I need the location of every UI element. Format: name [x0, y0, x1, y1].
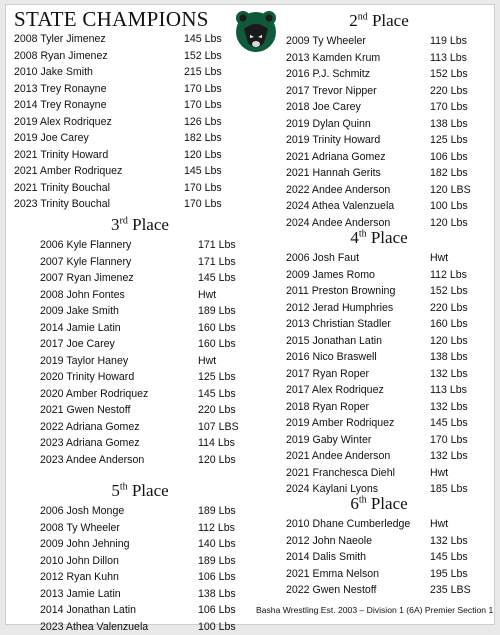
wrestler-name: 2008 Ty Wheeler	[40, 520, 120, 537]
weight-class: 126 Lbs	[184, 114, 226, 131]
weight-class: 215 Lbs	[184, 64, 226, 81]
wrestler-name: 2023 Athea Valenzuela	[40, 619, 148, 635]
wrestler-name: 2017 Joe Carey	[40, 336, 115, 353]
weight-class: 106 Lbs	[198, 569, 240, 586]
weight-class: 106 Lbs	[198, 602, 240, 619]
weight-class: 170 Lbs	[184, 97, 226, 114]
wrestler-name: 2008 Ryan Jimenez	[14, 48, 108, 65]
wrestler-name: 2022 Adriana Gomez	[40, 419, 140, 436]
wrestler-name: 2013 Christian Stadler	[286, 316, 391, 333]
weight-class: 132 Lbs	[430, 448, 472, 465]
footer-note: Basha Wrestling Est. 2003 – Division 1 (6A) Premier Section 1	[256, 605, 493, 615]
wrestler-name: 2009 Ty Wheeler	[286, 33, 366, 50]
wrestler-name: 2014 Dalis Smith	[286, 549, 366, 566]
list-item	[40, 336, 240, 353]
list-item	[40, 353, 240, 370]
list-item	[286, 33, 472, 50]
list-item	[286, 432, 472, 449]
list-item	[286, 582, 472, 599]
weight-class: 119 Lbs	[430, 33, 472, 50]
wrestler-name: 2017 Trevor Nipper	[286, 83, 377, 100]
wrestler-name: 2013 Kamden Krum	[286, 50, 380, 67]
list-item	[14, 64, 226, 81]
wrestler-name: 2007 Kyle Flannery	[40, 254, 131, 271]
state-champions-title: STATE CHAMPIONS	[14, 9, 226, 31]
list-item	[286, 448, 472, 465]
wrestler-name: 2014 Trey Ronayne	[14, 97, 106, 114]
list-item	[14, 97, 226, 114]
sixth-place-title: 6th Place	[286, 494, 472, 516]
wrestler-name: 2016 P.J. Schmitz	[286, 66, 370, 83]
weight-class: Hwt	[430, 250, 472, 267]
list-item	[40, 254, 240, 271]
weight-class: 152 Lbs	[430, 283, 472, 300]
list-item	[40, 520, 240, 537]
list-item	[286, 267, 472, 284]
weight-class: 113 Lbs	[430, 382, 472, 399]
weight-class: 195 Lbs	[430, 566, 472, 583]
wrestler-name: 2021 Andee Anderson	[286, 448, 390, 465]
wrestler-name: 2021 Trinity Howard	[14, 147, 108, 164]
weight-class: 182 Lbs	[184, 130, 226, 147]
list-item	[286, 415, 472, 432]
fifth-place-list	[40, 503, 240, 635]
weight-class: 160 Lbs	[198, 336, 240, 353]
weight-class: 170 Lbs	[184, 180, 226, 197]
list-item	[40, 586, 240, 603]
list-item	[286, 50, 472, 67]
weight-class: 120 LBS	[430, 182, 472, 199]
list-item	[286, 116, 472, 133]
weight-class: 145 Lbs	[198, 270, 240, 287]
wrestler-name: 2021 Trinity Bouchal	[14, 180, 110, 197]
wrestler-name: 2020 Trinity Howard	[40, 369, 134, 386]
fourth-place-title: 4th Place	[286, 228, 472, 250]
wrestler-name: 2021 Amber Rodriquez	[14, 163, 122, 180]
weight-class: 189 Lbs	[198, 303, 240, 320]
wrestler-name: 2016 Nico Braswell	[286, 349, 377, 366]
list-item	[14, 130, 226, 147]
list-item	[286, 366, 472, 383]
weight-class: 106 Lbs	[430, 149, 472, 166]
weight-class: 138 Lbs	[430, 116, 472, 133]
weight-class: 160 Lbs	[198, 320, 240, 337]
list-item	[40, 369, 240, 386]
list-item	[286, 132, 472, 149]
list-item	[40, 386, 240, 403]
weight-class: 189 Lbs	[198, 553, 240, 570]
list-item	[40, 452, 240, 469]
weight-class: 120 Lbs	[198, 452, 240, 469]
fourth-place-list	[286, 250, 472, 498]
weight-class: 220 Lbs	[430, 83, 472, 100]
list-item	[286, 83, 472, 100]
second-place-section	[286, 11, 472, 231]
wrestler-name: 2021 Gwen Nestoff	[40, 402, 131, 419]
weight-class: 140 Lbs	[198, 536, 240, 553]
third-place-list	[40, 237, 240, 468]
weight-class: 152 Lbs	[184, 48, 226, 65]
wrestler-name: 2009 James Romo	[286, 267, 375, 284]
wrestler-name: 2012 John Naeole	[286, 533, 372, 550]
weight-class: 145 Lbs	[184, 31, 226, 48]
list-item	[286, 198, 472, 215]
weight-class: 171 Lbs	[198, 254, 240, 271]
list-item	[40, 503, 240, 520]
wrestler-name: 2014 Jonathan Latin	[40, 602, 136, 619]
list-item	[286, 250, 472, 267]
list-item	[286, 99, 472, 116]
weight-class: 132 Lbs	[430, 399, 472, 416]
weight-class: 182 Lbs	[430, 165, 472, 182]
weight-class: 160 Lbs	[430, 316, 472, 333]
wrestler-name: 2021 Adriana Gomez	[286, 149, 386, 166]
list-item	[14, 114, 226, 131]
wrestler-name: 2009 John Jehning	[40, 536, 130, 553]
third-place-title: 3rd Place	[40, 215, 240, 237]
weight-class: 189 Lbs	[198, 503, 240, 520]
weight-class: 145 Lbs	[198, 386, 240, 403]
wrestler-name: 2024 Athea Valenzuela	[286, 198, 394, 215]
list-item	[40, 435, 240, 452]
weight-class: 145 Lbs	[430, 549, 472, 566]
wrestler-name: 2023 Adriana Gomez	[40, 435, 140, 452]
fifth-place-title: 5th Place	[40, 481, 240, 503]
second-place-title: 2nd Place	[286, 11, 472, 33]
fourth-place-section	[286, 228, 472, 498]
list-item	[286, 566, 472, 583]
wrestler-name: 2010 Dhane Cumberledge	[286, 516, 410, 533]
list-item	[40, 287, 240, 304]
wrestler-name: 2021 Emma Nelson	[286, 566, 379, 583]
weight-class: 100 Lbs	[430, 198, 472, 215]
list-item	[40, 303, 240, 320]
wrestler-name: 2023 Trinity Bouchal	[14, 196, 110, 213]
list-item	[14, 196, 226, 213]
weight-class: Hwt	[430, 465, 472, 482]
wrestler-name: 2024 Kaylani Lyons	[286, 481, 378, 498]
wrestler-name: 2022 Andee Anderson	[286, 182, 390, 199]
state-champions-section	[14, 9, 226, 213]
weight-class: 120 Lbs	[430, 215, 472, 232]
weight-class: Hwt	[198, 287, 240, 304]
list-item	[286, 399, 472, 416]
wrestler-name: 2019 Alex Rodriquez	[14, 114, 112, 131]
weight-class: 145 Lbs	[430, 415, 472, 432]
wrestler-name: 2012 Ryan Kuhn	[40, 569, 119, 586]
weight-class: Hwt	[430, 516, 472, 533]
wrestler-name: 2019 Amber Rodriquez	[286, 415, 394, 432]
list-item	[286, 382, 472, 399]
list-item	[40, 553, 240, 570]
wrestler-name: 2021 Hannah Gerits	[286, 165, 381, 182]
wrestler-name: 2019 Trinity Howard	[286, 132, 380, 149]
list-item	[286, 533, 472, 550]
list-item	[286, 316, 472, 333]
weight-class: 120 Lbs	[430, 333, 472, 350]
list-item	[14, 48, 226, 65]
weight-class: 170 Lbs	[430, 432, 472, 449]
wrestler-name: 2022 Gwen Nestoff	[286, 582, 377, 599]
weight-class: 107 LBS	[198, 419, 240, 436]
weight-class: 112 Lbs	[198, 520, 240, 537]
list-item	[286, 165, 472, 182]
list-item	[286, 333, 472, 350]
list-item	[40, 536, 240, 553]
wrestler-name: 2020 Amber Rodriquez	[40, 386, 148, 403]
weight-class: 113 Lbs	[430, 50, 472, 67]
wrestler-name: 2023 Andee Anderson	[40, 452, 144, 469]
sixth-place-section	[286, 494, 472, 599]
wrestler-name: 2011 Preston Browning	[286, 283, 395, 300]
weight-class: 125 Lbs	[430, 132, 472, 149]
wrestler-name: 2008 John Fontes	[40, 287, 125, 304]
list-item	[286, 516, 472, 533]
second-place-list	[286, 33, 472, 231]
list-item	[14, 31, 226, 48]
weight-class: 112 Lbs	[430, 267, 472, 284]
list-item	[286, 465, 472, 482]
wrestler-name: 2021 Franchesca Diehl	[286, 465, 395, 482]
wrestler-name: 2019 Dylan Quinn	[286, 116, 371, 133]
fifth-place-section	[40, 481, 240, 635]
wrestler-name: 2019 Taylor Haney	[40, 353, 128, 370]
weight-class: Hwt	[198, 353, 240, 370]
list-item	[14, 180, 226, 197]
list-item	[286, 349, 472, 366]
list-item	[40, 402, 240, 419]
wrestler-name: 2010 Jake Smith	[14, 64, 93, 81]
list-item	[40, 419, 240, 436]
wrestler-name: 2024 Andee Anderson	[286, 215, 390, 232]
list-item	[14, 81, 226, 98]
weight-class: 170 Lbs	[184, 196, 226, 213]
bear-mascot-icon	[234, 9, 278, 53]
sixth-place-list	[286, 516, 472, 599]
list-item	[14, 163, 226, 180]
wrestler-name: 2017 Alex Rodriquez	[286, 382, 384, 399]
list-item	[40, 270, 240, 287]
list-item	[286, 283, 472, 300]
weight-class: 125 Lbs	[198, 369, 240, 386]
list-item	[40, 237, 240, 254]
weight-class: 100 Lbs	[198, 619, 240, 635]
wrestler-name: 2013 Jamie Latin	[40, 586, 121, 603]
wrestler-name: 2019 Joe Carey	[14, 130, 89, 147]
list-item	[286, 66, 472, 83]
wrestler-name: 2017 Ryan Roper	[286, 366, 369, 383]
weight-class: 138 Lbs	[430, 349, 472, 366]
list-item	[40, 320, 240, 337]
weight-class: 220 Lbs	[198, 402, 240, 419]
list-item	[40, 602, 240, 619]
wrestler-name: 2012 Jerad Humphries	[286, 300, 393, 317]
list-item	[286, 549, 472, 566]
list-item	[286, 149, 472, 166]
weight-class: 138 Lbs	[198, 586, 240, 603]
wrestler-name: 2010 John Dillon	[40, 553, 119, 570]
list-item	[286, 182, 472, 199]
weight-class: 145 Lbs	[184, 163, 226, 180]
weight-class: 220 Lbs	[430, 300, 472, 317]
wrestler-name: 2014 Jamie Latin	[40, 320, 121, 337]
wrestler-name: 2006 Josh Monge	[40, 503, 124, 520]
wrestler-name: 2015 Jonathan Latin	[286, 333, 382, 350]
wrestler-name: 2013 Trey Ronayne	[14, 81, 106, 98]
wrestler-name: 2008 Tyler Jimenez	[14, 31, 106, 48]
wrestler-name: 2019 Gaby Winter	[286, 432, 371, 449]
list-item	[14, 147, 226, 164]
wrestler-name: 2018 Ryan Roper	[286, 399, 369, 416]
wrestler-name: 2007 Ryan Jimenez	[40, 270, 134, 287]
weight-class: 132 Lbs	[430, 533, 472, 550]
weight-class: 235 LBS	[430, 582, 472, 599]
weight-class: 170 Lbs	[430, 99, 472, 116]
third-place-section	[40, 215, 240, 468]
list-item	[40, 619, 240, 635]
wrestler-name: 2006 Josh Faut	[286, 250, 359, 267]
weight-class: 132 Lbs	[430, 366, 472, 383]
weight-class: 171 Lbs	[198, 237, 240, 254]
honor-roll-sheet	[5, 4, 495, 625]
list-item	[286, 300, 472, 317]
weight-class: 114 Lbs	[198, 435, 240, 452]
wrestler-name: 2018 Joe Carey	[286, 99, 361, 116]
weight-class: 152 Lbs	[430, 66, 472, 83]
state-champions-list	[14, 31, 226, 213]
weight-class: 120 Lbs	[184, 147, 226, 164]
weight-class: 185 Lbs	[430, 481, 472, 498]
list-item	[40, 569, 240, 586]
wrestler-name: 2009 Jake Smith	[40, 303, 119, 320]
weight-class: 170 Lbs	[184, 81, 226, 98]
wrestler-name: 2006 Kyle Flannery	[40, 237, 131, 254]
